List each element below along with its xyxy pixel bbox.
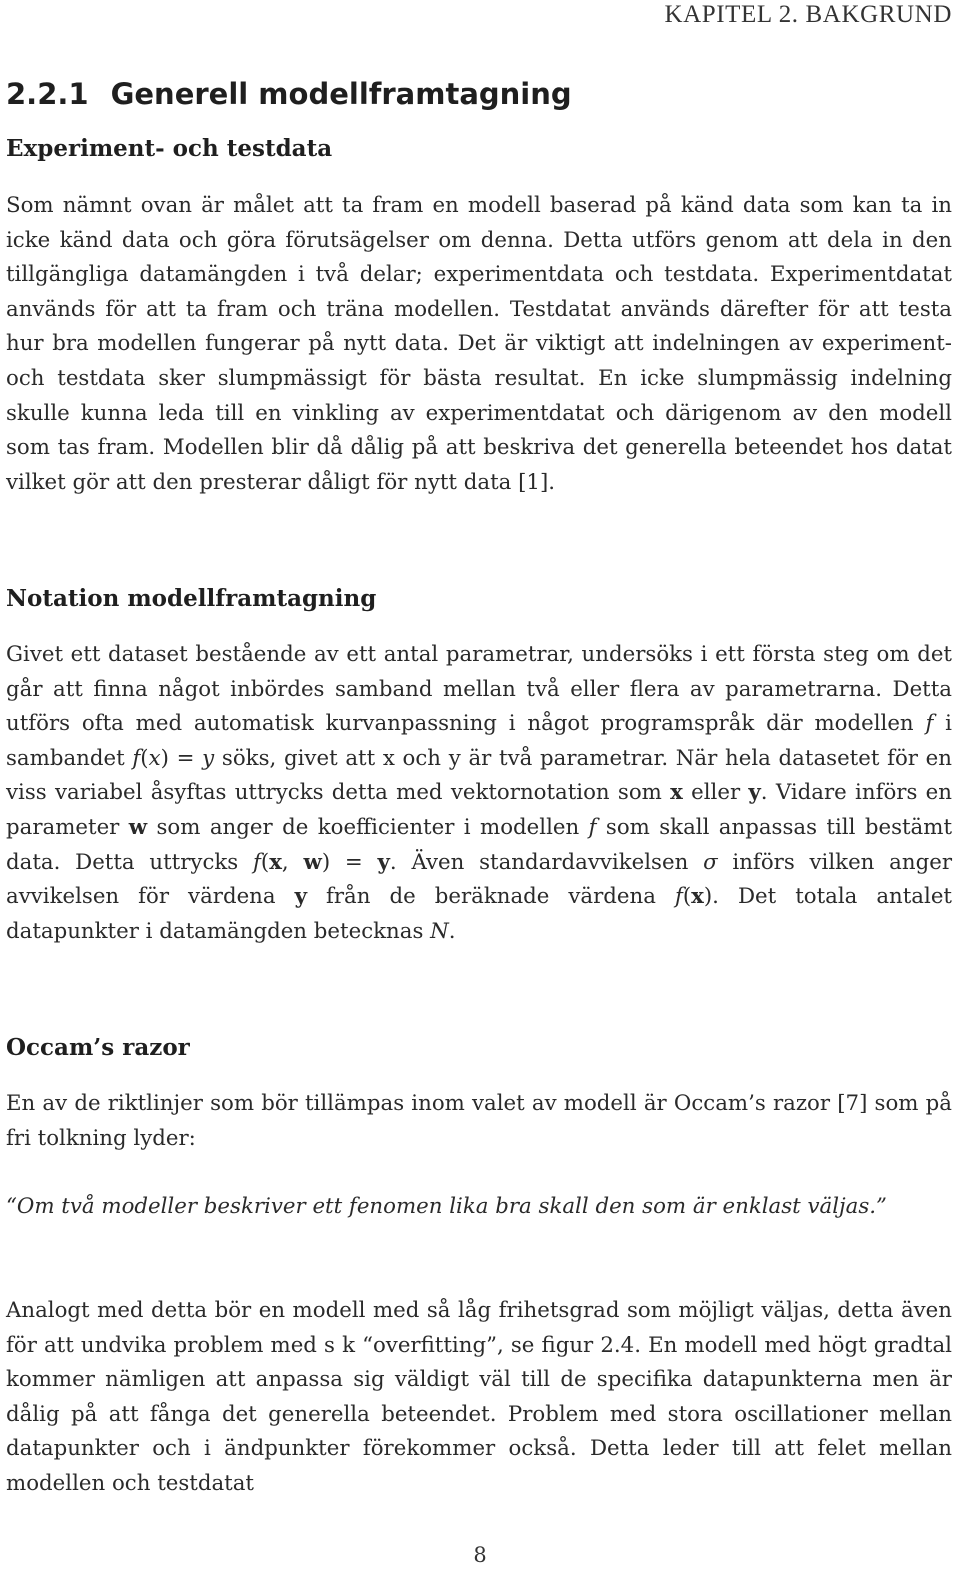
math-n: N (430, 918, 449, 944)
section-number: 2.2.1 (6, 77, 89, 111)
heading-notation: Notation modellframtagning (6, 585, 377, 612)
vector-y: y (294, 884, 307, 910)
math-f: f (588, 814, 597, 840)
math-f: f (674, 884, 683, 910)
vector-w: w (303, 849, 322, 875)
section-title (6, 74, 572, 114)
vector-x: x (670, 780, 683, 806)
math-f: f (132, 745, 141, 771)
heading-occams-razor: Occam’s razor (6, 1034, 190, 1061)
vector-x: x (691, 884, 704, 910)
math-x: x (148, 745, 161, 771)
heading-experiment-testdata: Experiment- och testdata (6, 135, 333, 162)
quote-occam: “Om två modeller beskriver ett fenomen lika bra skall den som är enklast väljas.” (6, 1194, 887, 1219)
math-y: y (202, 745, 215, 771)
math-sigma: σ (703, 849, 718, 875)
paragraph-experiment-testdata: Som nämnt ovan är målet att ta fram en modell baserad på känd data som kan ta in icke känd data och göra förutsägelser om denna. Detta utförs genom att dela in den tillgängliga datamängden i två delar; experimentdata och testdata. Experimentdatat används för att ta fram och träna modellen. Testdatat används därefter för att testa hur bra modellen fungerar på nytt data. Det är viktigt att indelningen av experiment- och testdata sker slumpmässigt för bästa resultat. En icke slumpmässig indelning skulle kunna leda till en vinkling av experimentdatat och därigenom av den modell som tas fram. Modellen blir då dålig på att beskriva det generella beteendet hos datat vilket gör att den presterar dåligt för nytt data [1]. (6, 193, 952, 495)
vector-x: x (269, 849, 282, 875)
section-title-text: Generell modellframtagning (110, 77, 572, 111)
vector-y: y (748, 780, 761, 806)
math-f: f (253, 849, 261, 875)
paragraph-notation: Givet ett dataset bestående av ett antal parametrar, undersöks i ett första steg om det går att finna något inbördes samband mellan två eller flera av parametrarna. Detta utförs ofta med automatisk kurvanpassning i något programspråk där modellen f i sambandet f(x) = y söks, givet att x och y är två parametrar. När hela datasetet för en viss variabel åsyftas uttrycks detta med vektornotation som x eller y. Vidare införs en parameter w som anger de koefficienter i modellen f som skall anpassas till bestämt data. Detta uttrycks f(x, w) = y. Även standardavvikelsen σ införs vilken anger avvikelsen för värdena y från de beräknade värdena f(x). Det totala antalet datapunkter i datamängden betecknas N. (6, 642, 953, 944)
paragraph-occam-intro: En av de riktlinjer som bör tillämpas inom valet av modell är Occam’s razor [7] som på fri tolkning lyder: (6, 1091, 952, 1151)
paragraph-occam-body: Analogt med detta bör en modell med så låg frihetsgrad som möjligt väljas, detta även för att undvika problem med s k “overfitting”, se figur 2.4. En modell med högt gradtal kommer nämligen att anpassa sig väldigt väl till de specifika datapunkterna men är dålig på att fånga det generella beteendet. Problem med stora oscillationer mellan datapunkter och i ändpunkter förekommer också. Detta leder till att felet mellan modellen och testdatat (6, 1298, 952, 1496)
running-header: KAPITEL 2. BAKGRUND (664, 1, 952, 28)
page-number: 8 (473, 1543, 487, 1567)
vector-w: w (128, 814, 148, 840)
vector-y: y (377, 849, 390, 875)
math-f: f (925, 711, 934, 737)
